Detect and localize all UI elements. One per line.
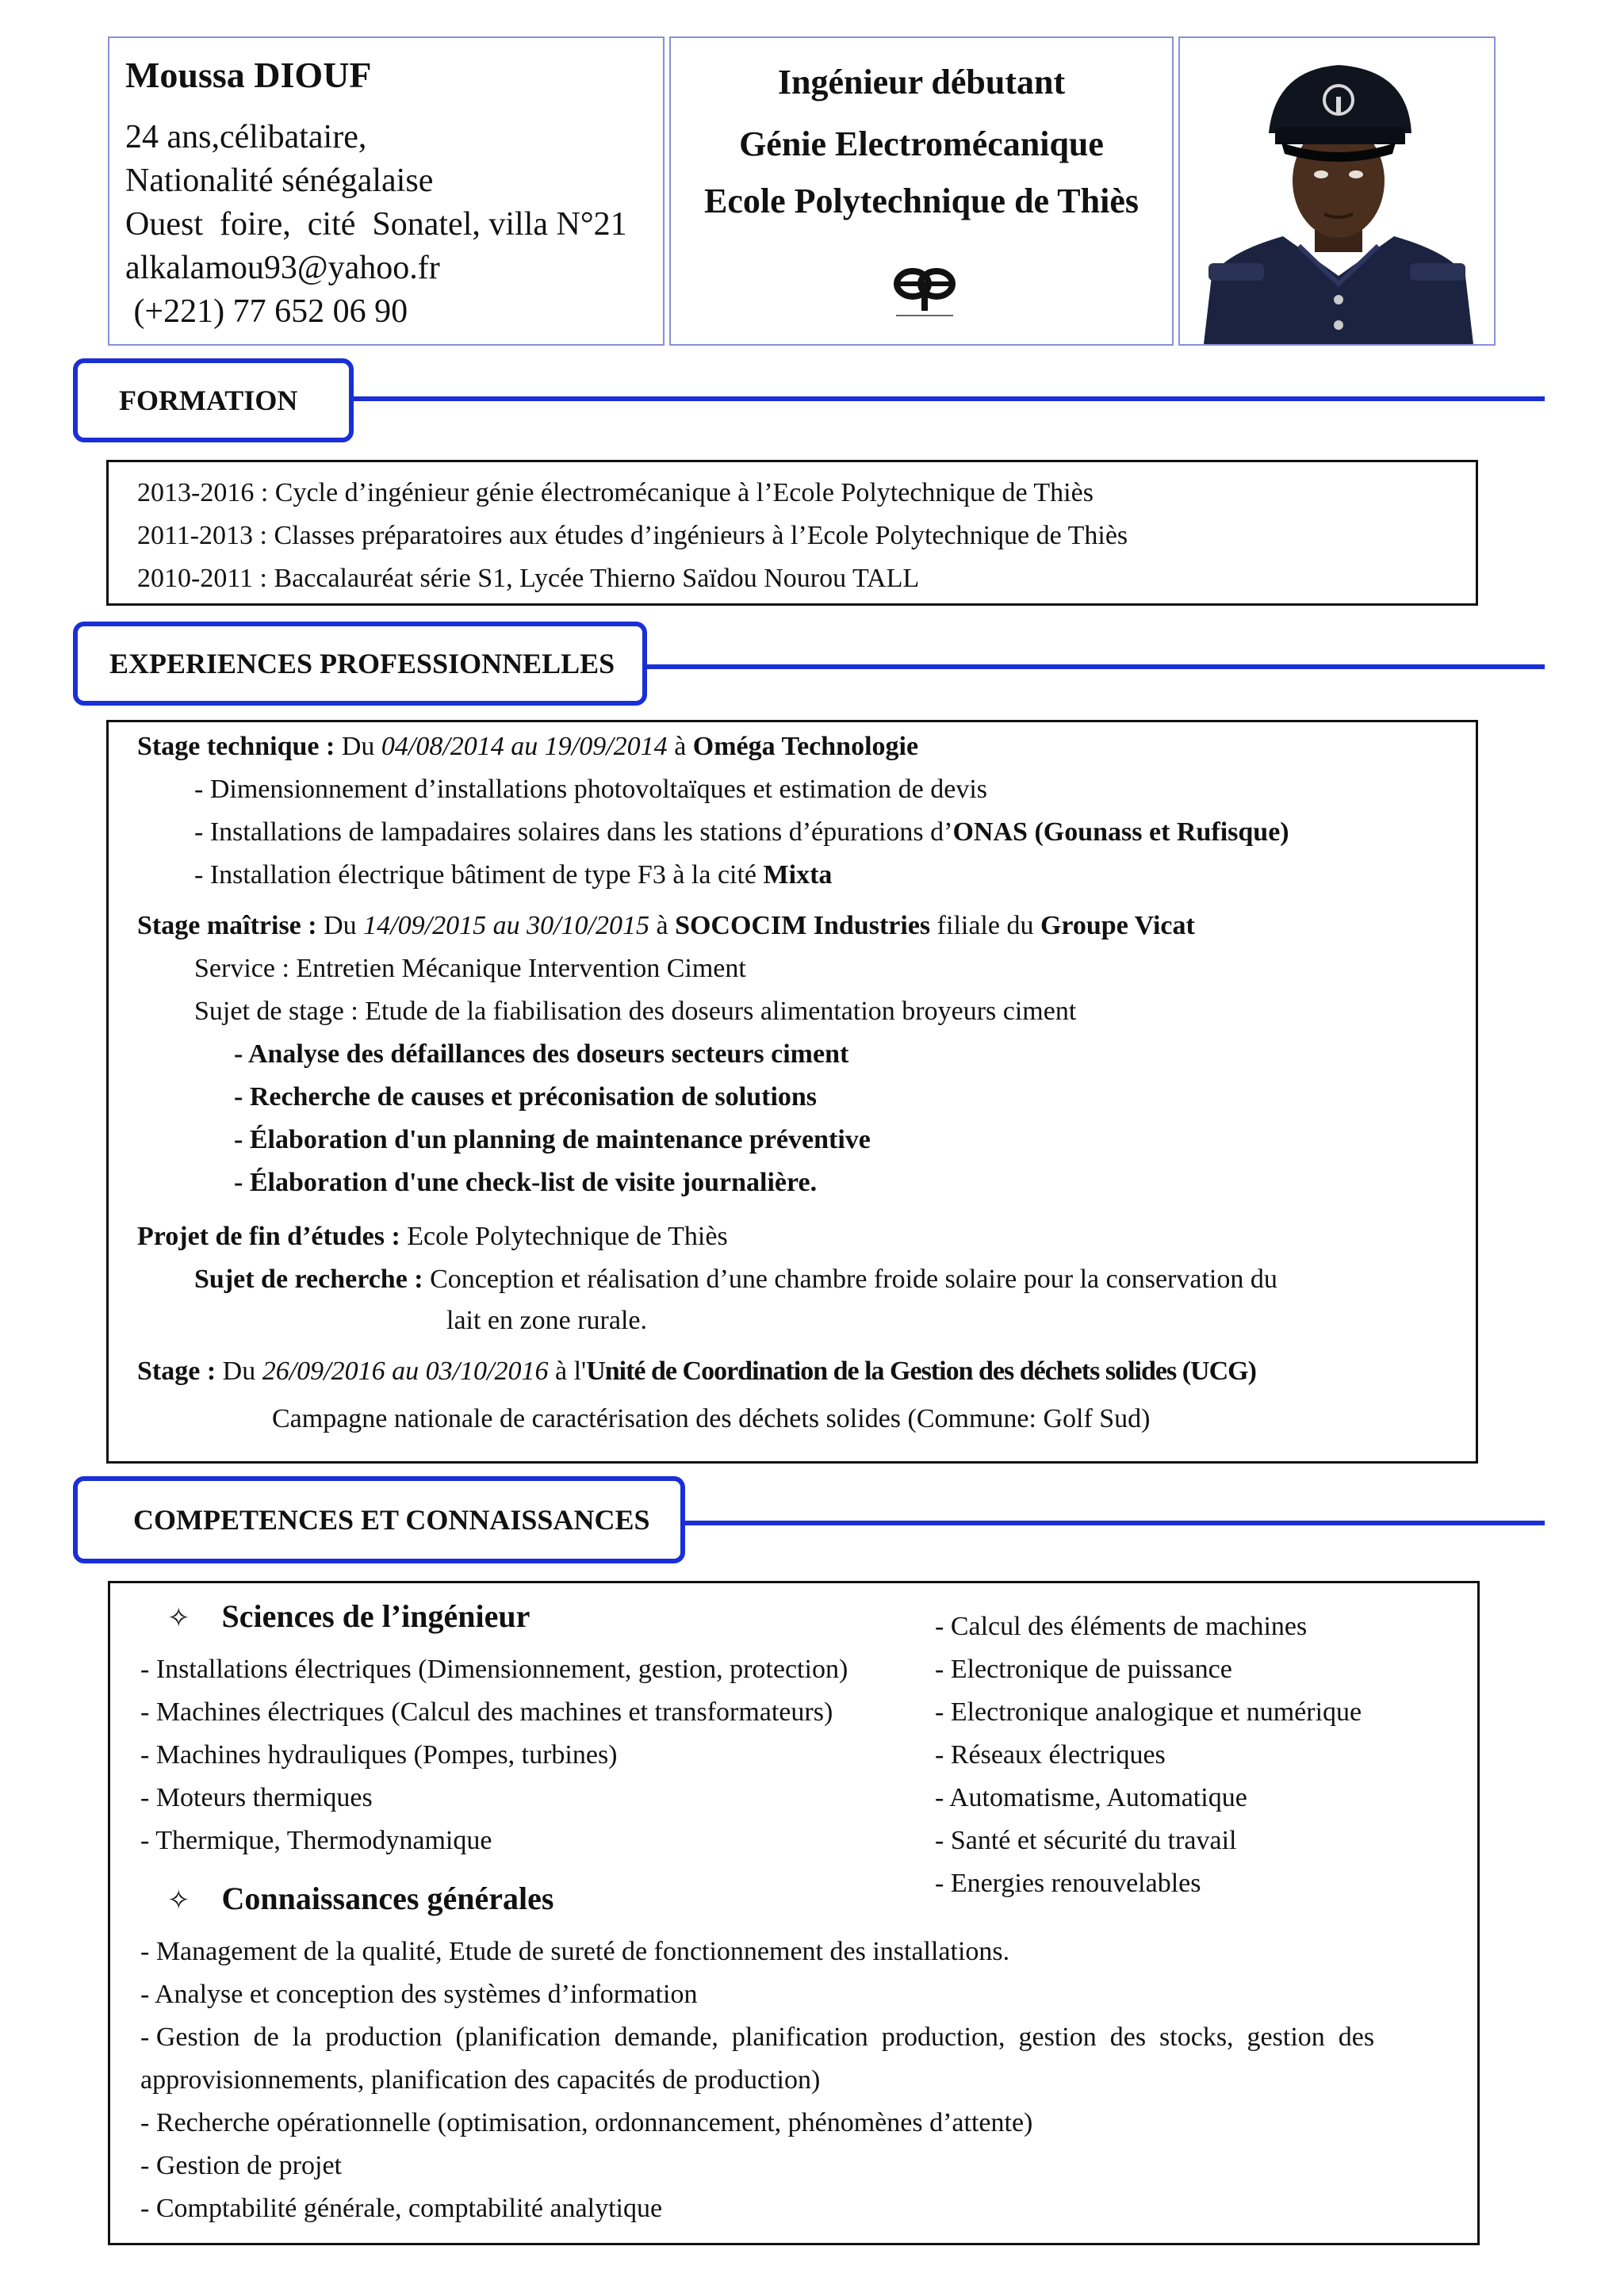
generales-item: - Comptabilité générale, comptabilité analytique bbox=[140, 2194, 663, 2223]
projet-header bbox=[137, 1215, 728, 1258]
stage-technique-task bbox=[194, 854, 832, 897]
generales-title: Connaissances générales bbox=[221, 1881, 554, 1916]
diamond-bullet-icon: ✧ bbox=[167, 1602, 190, 1634]
competences-divider bbox=[680, 1521, 1545, 1525]
a-text: à bbox=[667, 732, 693, 761]
identity-box bbox=[108, 36, 665, 346]
sciences-item: - Energies renouvelables bbox=[935, 1869, 1201, 1898]
sciences-item: - Installations électriques (Dimensionnement, gestion, protection) bbox=[140, 1655, 848, 1684]
stage-ucg-label: Stage : bbox=[137, 1357, 216, 1386]
formation-panel bbox=[106, 460, 1478, 606]
generales-item: approvisionnements, planification des capacités de production) bbox=[140, 2065, 821, 2095]
section-competences-heading: COMPETENCES ET CONNAISSANCES bbox=[73, 1476, 685, 1563]
stage-ucg-header bbox=[137, 1350, 1256, 1393]
candidate-name: Moussa DIOUF bbox=[125, 55, 372, 95]
stage-technique-task bbox=[194, 811, 1289, 854]
projet-sujet bbox=[194, 1258, 1277, 1301]
sciences-item: - Réseaux électriques bbox=[935, 1740, 1166, 1770]
formation-item: 2013-2016 : Cycle d’ingénieur génie électromécanique à l’Ecole Polytechnique de Thiès bbox=[137, 478, 1094, 507]
stage-technique-header bbox=[137, 725, 918, 768]
section-formation-heading: FORMATION bbox=[73, 358, 354, 442]
identity-phone: (+221) 77 652 06 90 bbox=[125, 293, 408, 330]
identity-address: Ouest foire, cité Sonatel, villa N°21 bbox=[125, 206, 627, 243]
stage-ucg-org: Unité de Coordination de la Gestion des déchets solides (UCG) bbox=[586, 1357, 1256, 1386]
stage-maitrise-service: Service : Entretien Mécanique Intervention Ciment bbox=[194, 954, 746, 983]
stage-ucg-campagne: Campagne nationale de caractérisation des déchets solides (Commune: Golf Sud) bbox=[272, 1404, 1151, 1433]
a-text: à bbox=[649, 911, 676, 940]
generales-item: - Gestion de projet bbox=[140, 2151, 342, 2180]
profile-photo bbox=[1180, 38, 1494, 344]
filiale-text: filiale du bbox=[930, 911, 1040, 940]
formation-item: 2011-2013 : Classes préparatoires aux études d’ingénieurs à l’Ecole Polytechnique de Thiès bbox=[137, 521, 1128, 550]
experiences-panel bbox=[106, 720, 1478, 1464]
identity-nationality: Nationalité sénégalaise bbox=[125, 163, 434, 199]
headline-field: Génie Electromécanique bbox=[739, 124, 1104, 163]
task-text: - Installations de lampadaires solaires dans les stations d’épurations d’ bbox=[194, 817, 953, 847]
headline-box bbox=[669, 36, 1174, 346]
sciences-item: - Electronique de puissance bbox=[935, 1655, 1232, 1684]
formation-divider bbox=[349, 396, 1545, 401]
a-text: à l' bbox=[548, 1357, 587, 1386]
headline-school: Ecole Polytechnique de Thiès bbox=[704, 182, 1139, 220]
projet-label: Projet de fin d’études : bbox=[137, 1222, 400, 1251]
projet-school: Ecole Polytechnique de Thiès bbox=[400, 1222, 728, 1251]
sciences-item: - Automatisme, Automatique bbox=[935, 1783, 1247, 1812]
sciences-title: Sciences de l’ingénieur bbox=[221, 1598, 530, 1634]
stage-maitrise-group: Groupe Vicat bbox=[1040, 911, 1195, 940]
sciences-item: - Moteurs thermiques bbox=[140, 1783, 373, 1812]
sciences-item: - Santé et sécurité du travail bbox=[935, 1826, 1237, 1855]
stage-technique-label: Stage technique : bbox=[137, 732, 335, 761]
du-text: Du bbox=[335, 732, 381, 761]
stage-maitrise-sujet: Sujet de stage : Etude de la fiabilisation des doseurs alimentation broyeurs ciment bbox=[194, 997, 1077, 1026]
sciences-item: - Thermique, Thermodynamique bbox=[140, 1826, 492, 1855]
diamond-bullet-icon: ✧ bbox=[167, 1885, 190, 1916]
stage-maitrise-task: - Analyse des défaillances des doseurs secteurs ciment bbox=[234, 1039, 849, 1069]
sciences-item: - Machines électriques (Calcul des machines et transformateurs) bbox=[140, 1697, 833, 1727]
sciences-heading bbox=[167, 1598, 530, 1635]
stage-maitrise-task: - Recherche de causes et préconisation de solutions bbox=[234, 1082, 818, 1112]
photo-box bbox=[1178, 36, 1496, 346]
generales-item: - Gestion de la production (planification demande, planification production, gestion des stocks, gestion des bbox=[140, 2022, 1375, 2052]
stage-technique-company: Oméga Technologie bbox=[692, 732, 919, 761]
projet-sujet-text: Conception et réalisation d’une chambre froide solaire pour la conservation du bbox=[423, 1265, 1277, 1294]
generales-heading bbox=[167, 1880, 553, 1917]
section-experiences-heading: EXPERIENCES PROFESSIONNELLES bbox=[73, 622, 647, 706]
sciences-item: - Electronique analogique et numérique bbox=[935, 1697, 1362, 1727]
stage-technique-dates: 04/08/2014 au 19/09/2014 bbox=[381, 732, 668, 761]
stage-maitrise-label: Stage maîtrise : bbox=[137, 911, 317, 940]
stage-maitrise-dates: 14/09/2015 au 30/10/2015 bbox=[363, 911, 649, 940]
task-bold: ONAS (Gounass et Rufisque) bbox=[952, 817, 1289, 847]
sciences-item: - Machines hydrauliques (Pompes, turbines) bbox=[140, 1740, 618, 1770]
competences-panel bbox=[108, 1581, 1480, 2245]
experiences-divider bbox=[642, 664, 1545, 669]
identity-age: 24 ans,célibataire, bbox=[125, 119, 367, 155]
formation-item: 2010-2011 : Baccalauréat série S1, Lycée Thierno Saïdou Nourou TALL bbox=[137, 564, 920, 593]
task-text: - Installation électrique bâtiment de type F3 à la cité bbox=[194, 860, 764, 890]
projet-sujet-label: Sujet de recherche : bbox=[194, 1265, 423, 1294]
school-logo-icon bbox=[893, 260, 956, 323]
du-text: Du bbox=[316, 911, 364, 940]
stage-maitrise-task: - Élaboration d'un planning de maintenance préventive bbox=[234, 1125, 871, 1154]
identity-email: alkalamou93@yahoo.fr bbox=[125, 250, 440, 286]
generales-item: - Analyse et conception des systèmes d’information bbox=[140, 1980, 698, 2009]
generales-item: - Management de la qualité, Etude de sureté de fonctionnement des installations. bbox=[140, 1937, 1010, 1966]
stage-maitrise-task: - Élaboration d'une check-list de visite journalière. bbox=[234, 1168, 818, 1197]
generales-item: - Recherche opérationnelle (optimisation, ordonnancement, phénomènes d’attente) bbox=[140, 2108, 1033, 2137]
headline-title: Ingénieur débutant bbox=[777, 63, 1066, 101]
stage-ucg-dates: 26/09/2016 au 03/10/2016 bbox=[262, 1357, 549, 1386]
projet-sujet-cont: lait en zone rurale. bbox=[446, 1306, 647, 1335]
stage-maitrise-header bbox=[137, 905, 1195, 947]
du-text: Du bbox=[216, 1357, 262, 1386]
sciences-item: - Calcul des éléments de machines bbox=[935, 1612, 1308, 1641]
task-bold: Mixta bbox=[763, 860, 833, 890]
stage-maitrise-company: SOCOCIM Industries bbox=[675, 911, 931, 940]
stage-technique-task: - Dimensionnement d’installations photovoltaïques et estimation de devis bbox=[194, 775, 987, 804]
